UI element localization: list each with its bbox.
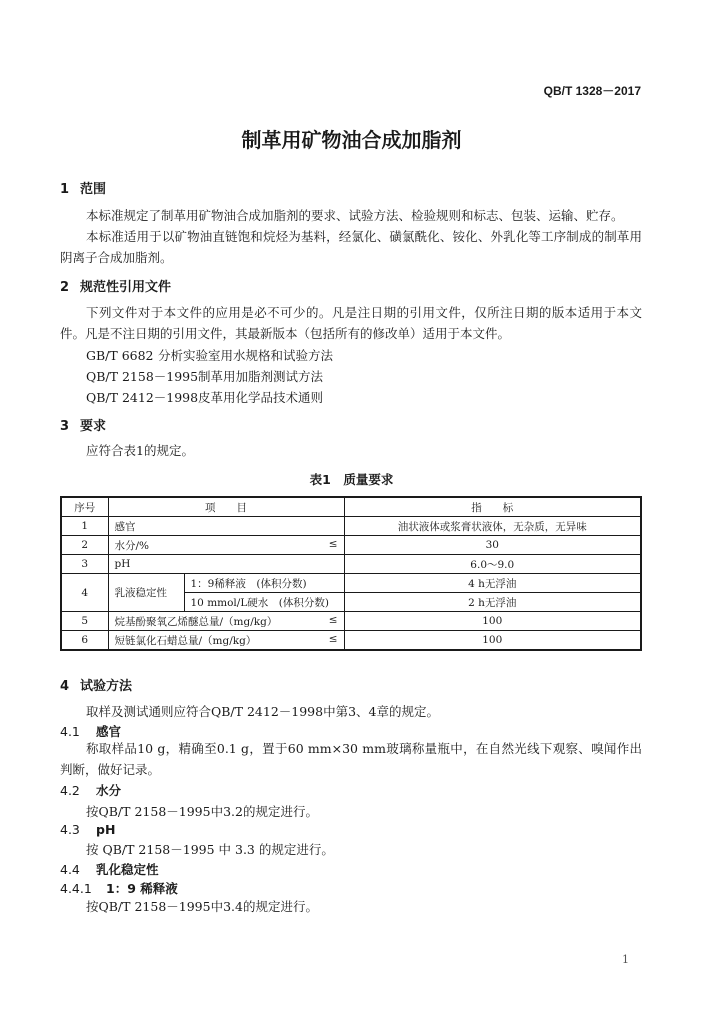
comparator: ≤ <box>328 613 338 626</box>
row-value: 2 h无浮油 <box>344 593 641 612</box>
subsection-number: 4.4.1 <box>60 881 92 896</box>
section-1-heading <box>60 178 106 197</box>
subsection-4-4-1-heading <box>60 879 178 897</box>
row-item: 感官 <box>108 517 344 536</box>
section-number: 4 <box>60 679 70 694</box>
row-subitem: 1：9稀释液 (体积分数) <box>184 574 344 593</box>
row-subitem: 10 mmol/L硬水 (体积分数) <box>184 593 344 612</box>
subsection-number: 4.3 <box>60 822 80 837</box>
row-item: 乳液稳定性 <box>108 574 184 612</box>
table-row <box>61 631 641 651</box>
item-label: 烷基酚聚氧乙烯醚总量/（mg/kg） <box>114 615 278 628</box>
table-row <box>61 612 641 631</box>
row-item <box>108 612 344 631</box>
row-number: 4 <box>61 574 108 612</box>
section-number: 1 <box>60 182 70 197</box>
row-value: 100 <box>344 612 641 631</box>
subsection-4-3-heading <box>60 822 115 837</box>
table-row <box>61 555 641 574</box>
scope-paragraph-2: 本标准适用于以矿物油直链饱和烷烃为基料，经氯化、磺氯酰化、铵化、外乳化等工序制成的制革用阴离子合成加脂剂。 <box>60 229 642 265</box>
row-value: 100 <box>344 631 641 651</box>
section-title: 试验方法 <box>80 679 133 694</box>
requirements-paragraph: 应符合表1的规定。 <box>86 443 194 458</box>
row-number: 1 <box>61 517 108 536</box>
subsection-title: 感官 <box>96 724 122 739</box>
row-value: 油状液体或浆膏状液体，无杂质，无异味 <box>344 517 641 536</box>
page-number: 1 <box>622 953 629 966</box>
reference-code: QB/T 2158－1995 <box>86 369 199 384</box>
reference-code: QB/T 2412－1998 <box>86 390 199 405</box>
row-number: 5 <box>61 612 108 631</box>
document-number: QB/T 1328－2017 <box>543 84 641 98</box>
quality-requirements-table <box>60 496 642 651</box>
reference-item <box>86 346 333 364</box>
section-title: 规范性引用文件 <box>80 280 172 295</box>
reference-title: 制革用加脂剂测试方法 <box>198 369 324 384</box>
reference-title: 分析实验室用水规格和试验方法 <box>158 348 334 363</box>
row-item <box>108 536 344 555</box>
subsection-4-4-heading <box>60 860 159 878</box>
item-label: 短链氯化石蜡总量/（mg/kg） <box>114 634 257 647</box>
section-title: 要求 <box>80 419 107 434</box>
subsection-4-2-heading <box>60 781 121 799</box>
subsection-number: 4.1 <box>60 724 80 739</box>
column-header-no: 序号 <box>61 497 108 517</box>
sensory-method-paragraph: 称取样品10 g，精确至0.1 g，置于60 mm×30 mm玻璃称量瓶中，在自然光线下观察、嗅闻作出判断，做好记录。 <box>60 741 642 777</box>
reference-item <box>86 388 323 406</box>
comparator: ≤ <box>328 632 338 645</box>
moisture-method-text: 按QB/T 2158－1995中3.2的规定进行。 <box>86 804 318 819</box>
section-2-heading <box>60 276 171 295</box>
subsection-title: pH <box>96 822 116 837</box>
reference-title: 皮革用化学品技术通则 <box>198 390 324 405</box>
row-item <box>108 631 344 651</box>
column-header-index: 指 标 <box>344 497 641 517</box>
subsection-number: 4.2 <box>60 783 80 798</box>
row-number: 2 <box>61 536 108 555</box>
table-header-row <box>61 497 641 517</box>
section-3-heading <box>60 415 106 434</box>
reference-item <box>86 367 323 385</box>
comparator: ≤ <box>328 537 338 550</box>
subsection-title: 乳化稳定性 <box>96 862 159 877</box>
section-number: 3 <box>60 419 70 434</box>
dilution-method-text: 按QB/T 2158－1995中3.4的规定进行。 <box>86 899 318 914</box>
subsection-title: 1：9 稀释液 <box>106 881 178 896</box>
row-number: 6 <box>61 631 108 651</box>
column-header-item: 项 目 <box>108 497 344 517</box>
table-row <box>61 517 641 536</box>
table-row <box>61 574 641 593</box>
ph-method-text: 按 QB/T 2158－1995 中 3.3 的规定进行。 <box>86 842 334 857</box>
normative-references-paragraph: 下列文件对于本文件的应用是必不可少的。凡是注日期的引用文件，仅所注日期的版本适用于本文件。凡是不注日期的引用文件，其最新版本（包括所有的修改单）适用于本文件。 <box>60 305 642 341</box>
row-value: 6.0～9.0 <box>344 555 641 574</box>
scope-paragraph-1: 本标准规定了制革用矿物油合成加脂剂的要求、试验方法、检验规则和标志、包装、运输、贮存。 <box>86 208 624 223</box>
table-caption: 表1 质量要求 <box>309 472 394 487</box>
page-title: 制革用矿物油合成加脂剂 <box>241 128 462 152</box>
row-value: 4 h无浮油 <box>344 574 641 593</box>
reference-code: GB/T 6682 <box>86 348 154 363</box>
test-methods-paragraph: 取样及测试通则应符合QB/T 2412－1998中第3、4章的规定。 <box>86 704 439 719</box>
subsection-title: 水分 <box>96 783 122 798</box>
subsection-number: 4.4 <box>60 862 80 877</box>
section-title: 范围 <box>80 182 107 197</box>
row-value: 30 <box>344 536 641 555</box>
section-4-heading <box>60 675 132 694</box>
row-item: pH <box>108 555 344 574</box>
section-number: 2 <box>60 280 70 295</box>
row-number: 3 <box>61 555 108 574</box>
item-label: 水分/% <box>114 539 150 552</box>
table-row <box>61 536 641 555</box>
